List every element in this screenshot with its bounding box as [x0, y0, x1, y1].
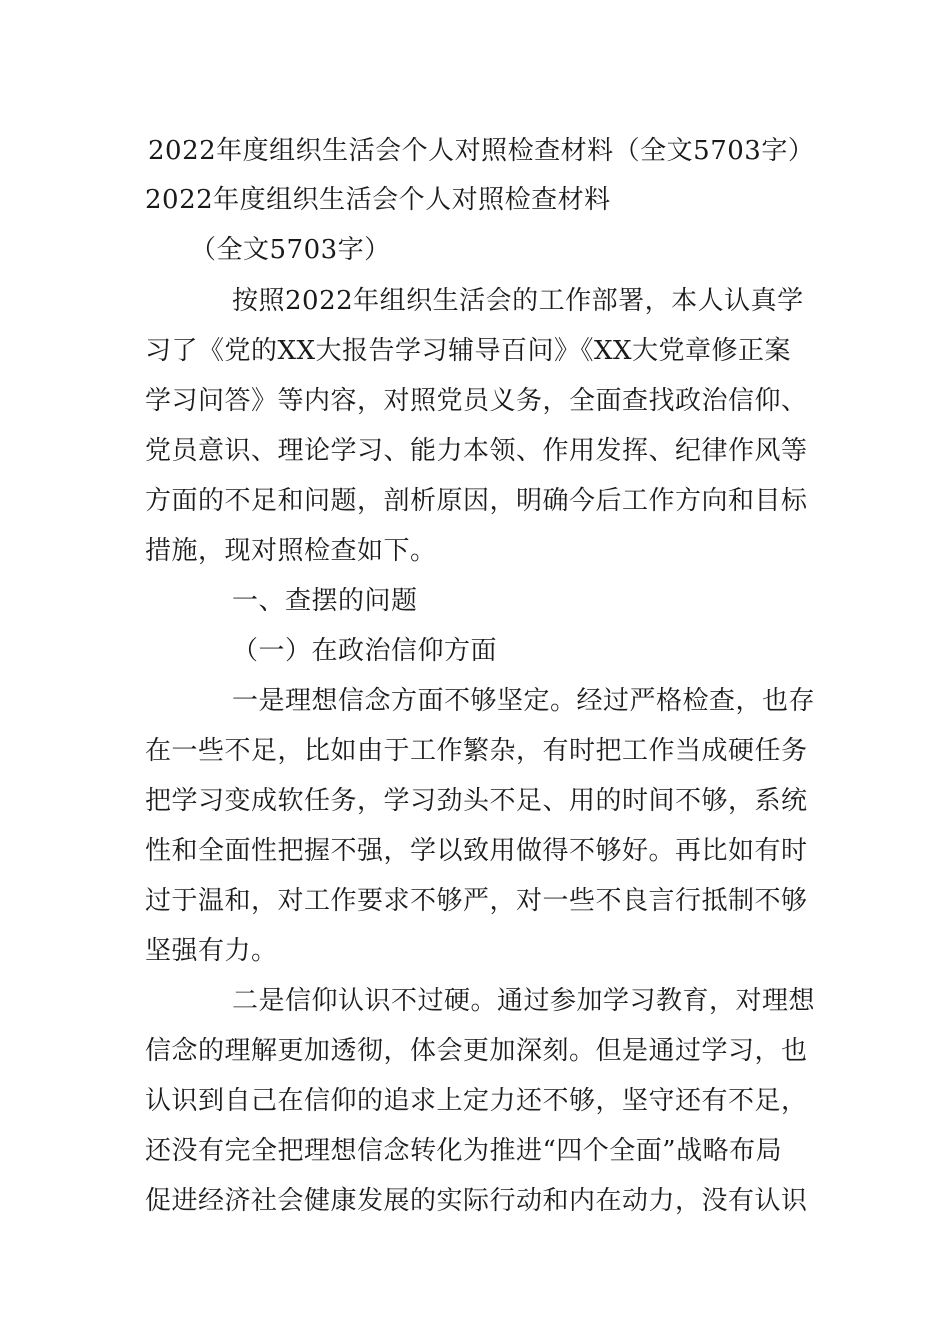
- paragraph-line: 促进经济社会健康发展的实际行动和内在动力，没有认识: [145, 1186, 808, 1216]
- paragraph-line: 过于温和，对工作要求不够严，对一些不良言行抵制不够: [145, 886, 808, 916]
- paragraph-line: 信念的理解更加透彻，体会更加深刻。但是通过学习，也: [145, 1036, 808, 1066]
- paragraph-line: 还没有完全把理想信念转化为推进“四个全面”战略布局: [145, 1136, 783, 1166]
- paragraph-line: 措施，现对照检查如下。: [145, 536, 437, 566]
- paragraph-line: 方面的不足和问题，剖析原因，明确今后工作方向和目标: [145, 486, 808, 516]
- paragraph-line: 二是信仰认识不过硬。通过参加学习教育，对理想: [232, 986, 816, 1016]
- paragraph-line: 认识到自己在信仰的追求上定力还不够，坚守还有不足，: [145, 1086, 808, 1116]
- paragraph-line: 把学习变成软任务，学习劲头不足、用的时间不够，系统: [145, 786, 808, 816]
- section-heading: 一、查摆的问题: [232, 586, 418, 616]
- paragraph-line: 在一些不足，比如由于工作繁杂，有时把工作当成硬任务: [145, 736, 808, 766]
- paragraph-line: 党员意识、理论学习、能力本领、作用发挥、纪律作风等: [145, 436, 808, 466]
- paragraph-line: 性和全面性把握不强，学以致用做得不够好。再比如有时: [145, 836, 808, 866]
- paragraph-line: 坚强有力。: [145, 936, 278, 966]
- document-title: 2022年度组织生活会个人对照检查材料: [145, 185, 611, 215]
- paragraph-line: 学习问答》等内容，对照党员义务，全面查找政治信仰、: [145, 386, 808, 416]
- paragraph-line: 按照2022年组织生活会的工作部署，本人认真学: [232, 286, 804, 316]
- paragraph-line: 一是理想信念方面不够坚定。经过严格检查，也存: [232, 686, 816, 716]
- paragraph-line: 习了《党的XX大报告学习辅导百问》《XX大党章修正案: [145, 336, 792, 366]
- document-title-full: 2022年度组织生活会个人对照检查材料（全文5703字）: [148, 136, 815, 166]
- subsection-heading: （一）在政治信仰方面: [232, 636, 498, 666]
- word-count: （全文5703字）: [190, 235, 391, 265]
